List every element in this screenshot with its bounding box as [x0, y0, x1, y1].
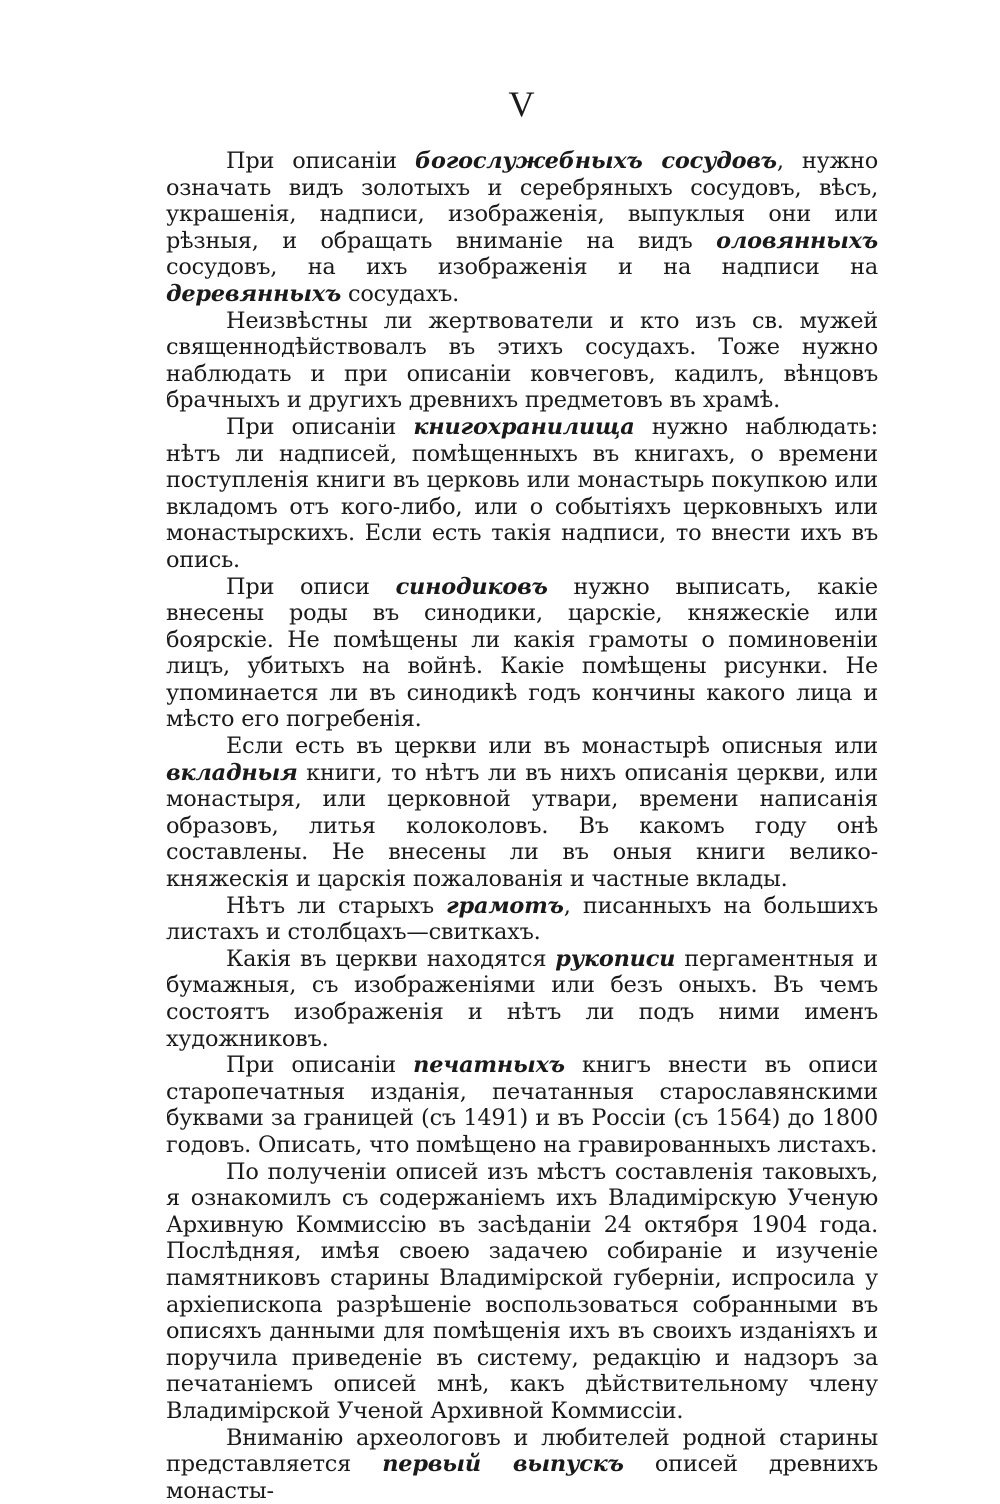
text-span: Какiя въ церкви находятся: [226, 946, 555, 972]
text-span: Нѣтъ ли старыхъ: [226, 893, 446, 919]
emphasis-text: печатныхъ: [413, 1052, 565, 1078]
text-span: Вниманiю археологовъ и любителей родной старины представляется: [166, 1425, 878, 1478]
text-span: При описанiи: [226, 148, 415, 174]
text-span: сосудахъ.: [341, 281, 459, 307]
emphasis-text: оловянныхъ: [716, 228, 878, 254]
paragraph-first-issue: [166, 1425, 878, 1504]
text-span: книги, то нѣтъ ли въ нихъ описанiя церкви, или монастыря, или церковной утвари, времени написанiя образовъ, литья колоколовъ. Въ какомъ году онѣ составлены. Не внесены ли въ оныя книги велико-княжескiя и царскiя пожалованiя и частные вклады.: [166, 760, 878, 892]
emphasis-text: вкладныя: [166, 760, 298, 786]
paragraph-inventory-books: [166, 733, 878, 893]
paragraph-synodiks: [166, 574, 878, 734]
emphasis-text: рукописи: [555, 946, 675, 972]
page-number: V: [166, 82, 878, 126]
emphasis-text: первый выпускъ: [382, 1451, 623, 1477]
text-span: При описанiи: [226, 1052, 413, 1078]
paragraph-manuscripts: [166, 946, 878, 1052]
emphasis-text: грамотъ: [446, 893, 564, 919]
text-span: описей древнихъ монасты-: [166, 1451, 878, 1504]
emphasis-text: деревянныхъ: [166, 281, 341, 307]
text-span: пергаментныя и бумажныя, съ изображенiями или безъ оныхъ. Въ чемъ состоятъ изображенiя и нѣтъ ли подъ ними именъ художниковъ.: [166, 946, 878, 1052]
text-span: Неизвѣстны ли жертвователи и кто изъ св. мужей священнодѣйствовалъ въ этихъ сосудахъ. Тоже нужно наблюдать и при описанiи ковчеговъ, кадилъ, вѣнцовъ брачныхъ и другихъ древнихъ предметовъ въ храмѣ.: [166, 308, 878, 414]
text-span: , писанныхъ на большихъ листахъ и столбцахъ—свиткахъ.: [166, 893, 878, 946]
text-span: книгъ внести въ описи старопечатныя изданiя, печатанныя старославянскими буквами за границей (съ 1491) и въ Россiи (съ 1564) до 1800 годовъ. Описать, что помѣщено на гравированныхъ листахъ.: [166, 1052, 878, 1158]
paragraph-commission: [166, 1159, 878, 1425]
text-span: При описанiи: [226, 414, 413, 440]
paragraph-vessels: [166, 148, 878, 308]
paragraph-book-depository: [166, 414, 878, 574]
paragraph-charters: [166, 893, 878, 946]
paragraph-donors: [166, 308, 878, 414]
text-span: нужно выписать, какiе внесены роды въ синодики, царскiе, княжескiе или боярскiе. Не помѣщены ли какiя грамоты о поминовенiи лицъ, убитыхъ на войнѣ. Какiе помѣщены рисунки. Не упоминается ли въ синодикѣ годъ кончины какого лица и мѣсто его погребенiя.: [166, 574, 878, 733]
document-page: [166, 82, 878, 1504]
text-span: По полученiи описей изъ мѣстъ составленiя таковыхъ, я ознакомилъ съ содержанiемъ ихъ Владимiрскую Ученую Архивную Коммиссiю въ засѣданiи 24 октября 1904 года. Послѣдняя, имѣя своею задачею собиранiе и изученiе памятниковъ старины Владимiрской губернiи, испросила у архiепископа разрѣшенiе воспользоваться собранными въ описяхъ данными для помѣщенiя ихъ въ своихъ изданiяхъ и поручила приведенiе въ систему, редакцiю и надзоръ за печатанiемъ описей мнѣ, какъ дѣйствительному члену Владимiрской Ученой Архивной Коммиссiи.: [166, 1159, 878, 1424]
text-span: При описи: [226, 574, 396, 600]
emphasis-text: богослужебныхъ сосудовъ: [415, 148, 777, 174]
text-span: , нужно означать видъ золотыхъ и серебряныхъ сосудовъ, вѣсъ, украшенiя, надписи, изображенiя, выпуклыя они или рѣзныя, и обращать вниманiе на видъ: [166, 148, 878, 254]
text-span: нужно наблюдать: нѣтъ ли надписей, помѣщенныхъ въ книгахъ, о времени поступленiя книги въ церковь или монастырь покупкою или вкладомъ отъ кого-либо, или о событiяхъ церковныхъ или монастырскихъ. Если есть такiя надписи, то внести ихъ въ опись.: [166, 414, 878, 573]
text-span: Если есть въ церкви или въ монастырѣ описныя или: [226, 733, 878, 759]
emphasis-text: книгохранилища: [413, 414, 634, 440]
emphasis-text: синодиковъ: [396, 574, 548, 600]
paragraph-printed-books: [166, 1052, 878, 1158]
text-span: сосудовъ, на ихъ изображенiя и на надписи на: [166, 254, 878, 280]
